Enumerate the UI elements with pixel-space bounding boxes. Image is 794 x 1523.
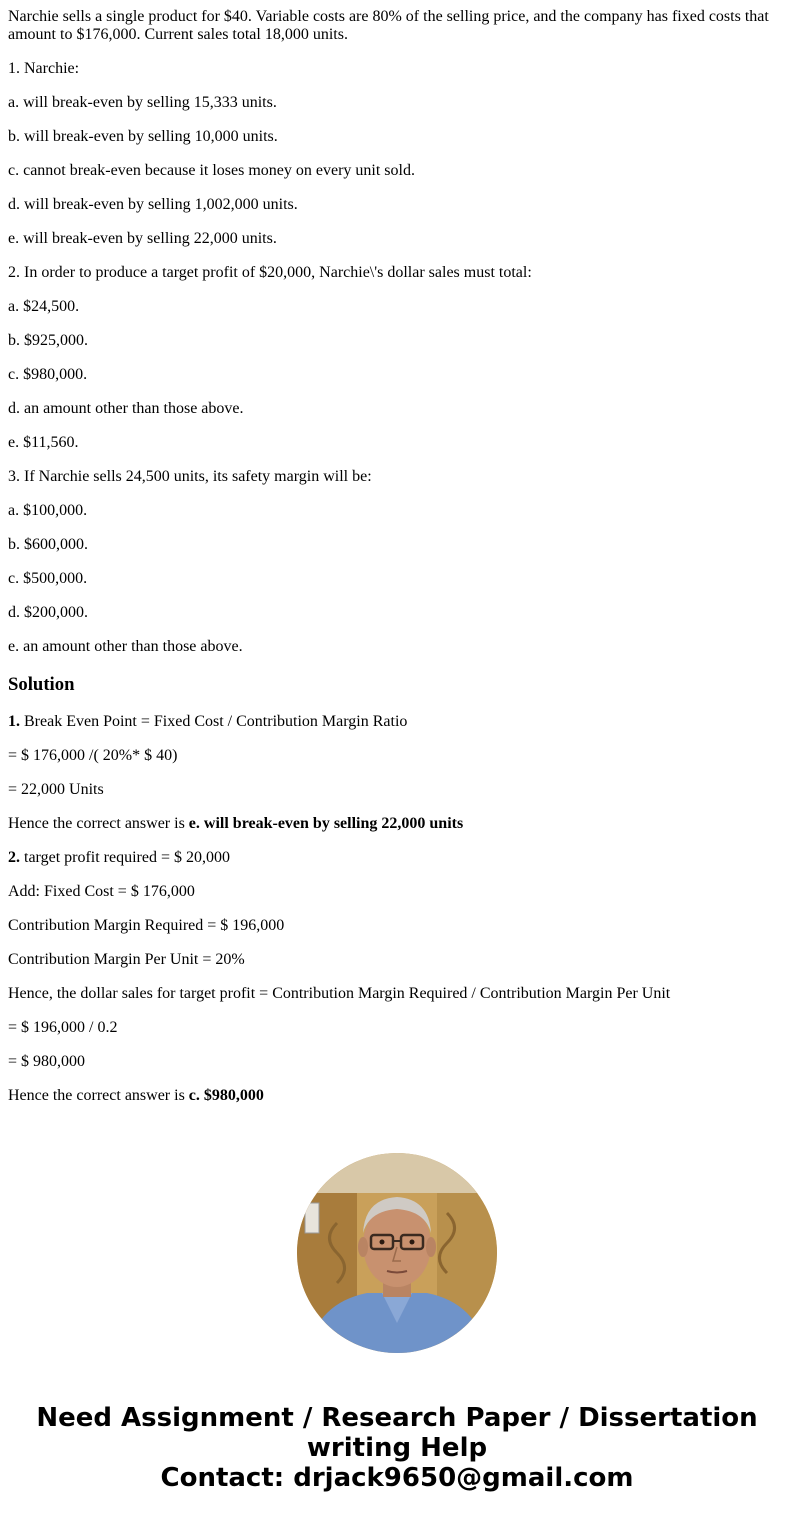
q2-option-c: c. $980,000.	[8, 366, 88, 383]
promo-line-1: Need Assignment / Research Paper / Dissertation	[36, 1403, 758, 1433]
q2-option-d: d. an amount other than those above.	[8, 400, 244, 417]
solution-part1-answer	[8, 815, 786, 833]
q3-option-c: c. $500,000.	[8, 570, 88, 587]
author-portrait-image	[297, 1153, 497, 1353]
q3-option-e: e. an amount other than those above.	[8, 638, 243, 655]
q1-option-e: e. will break-even by selling 22,000 units.	[8, 230, 277, 247]
q2-option-e: e. $11,560.	[8, 434, 79, 451]
promo-line-2: writing Help	[306, 1433, 488, 1463]
q3-option-a: a. $100,000.	[8, 502, 88, 519]
solution-part2-line2: Add: Fixed Cost = $ 176,000	[8, 883, 195, 900]
solution-part2-answer	[8, 1087, 786, 1105]
promo-banner	[0, 1403, 794, 1493]
solution-part2-line7: = $ 980,000	[8, 1053, 86, 1070]
answer-prefix: Hence the correct answer is	[8, 815, 189, 832]
answer-bold: c. $980,000	[188, 1087, 264, 1104]
q2-option-a: a. $24,500.	[8, 298, 80, 315]
promo-contact: Contact: drjack9650@gmail.com	[160, 1463, 634, 1493]
solution-part2-number: 2.	[8, 849, 20, 866]
question-intro: Narchie sells a single product for $40. Variable costs are 80% of the selling price, and the company has fixed costs that amount to $176,000. Current sales total 18,000 units.	[8, 8, 769, 43]
q3-stem: 3. If Narchie sells 24,500 units, its safety margin will be:	[8, 468, 372, 485]
answer-prefix: Hence the correct answer is	[8, 1087, 189, 1104]
q1-stem: 1. Narchie:	[8, 60, 80, 77]
solution-part1-line3: = 22,000 Units	[8, 781, 104, 798]
solution-part1-number: 1.	[8, 713, 20, 730]
answer-bold: e. will break-even by selling 22,000 units	[188, 815, 464, 832]
solution-part1-line2: = $ 176,000 /( 20%* $ 40)	[8, 747, 178, 764]
q1-option-d: d. will break-even by selling 1,002,000 units.	[8, 196, 298, 213]
q3-option-b: b. $600,000.	[8, 536, 88, 553]
solution-part2-line5: Hence, the dollar sales for target profit = Contribution Margin Required / Contribution Margin Per Unit	[8, 985, 671, 1002]
solution-heading: Solution	[8, 674, 75, 695]
solution-part1-formula: Break Even Point = Fixed Cost / Contribution Margin Ratio	[20, 713, 408, 730]
author-avatar	[297, 1153, 497, 1353]
solution-part2-line4: Contribution Margin Per Unit = 20%	[8, 951, 245, 968]
q1-option-c: c. cannot break-even because it loses money on every unit sold.	[8, 162, 415, 179]
q1-option-b: b. will break-even by selling 10,000 units.	[8, 128, 278, 145]
q2-stem: 2. In order to produce a target profit of $20,000, Narchie\'s dollar sales must total:	[8, 264, 532, 281]
solution-part2-line1	[8, 849, 786, 867]
solution-part2-line3: Contribution Margin Required = $ 196,000	[8, 917, 285, 934]
q1-option-a: a. will break-even by selling 15,333 units.	[8, 94, 277, 111]
solution-part2-line6: = $ 196,000 / 0.2	[8, 1019, 118, 1036]
q2-option-b: b. $925,000.	[8, 332, 88, 349]
solution-part1-line1	[8, 713, 786, 731]
solution-part2-text: target profit required = $ 20,000	[20, 849, 231, 866]
q3-option-d: d. $200,000.	[8, 604, 88, 621]
